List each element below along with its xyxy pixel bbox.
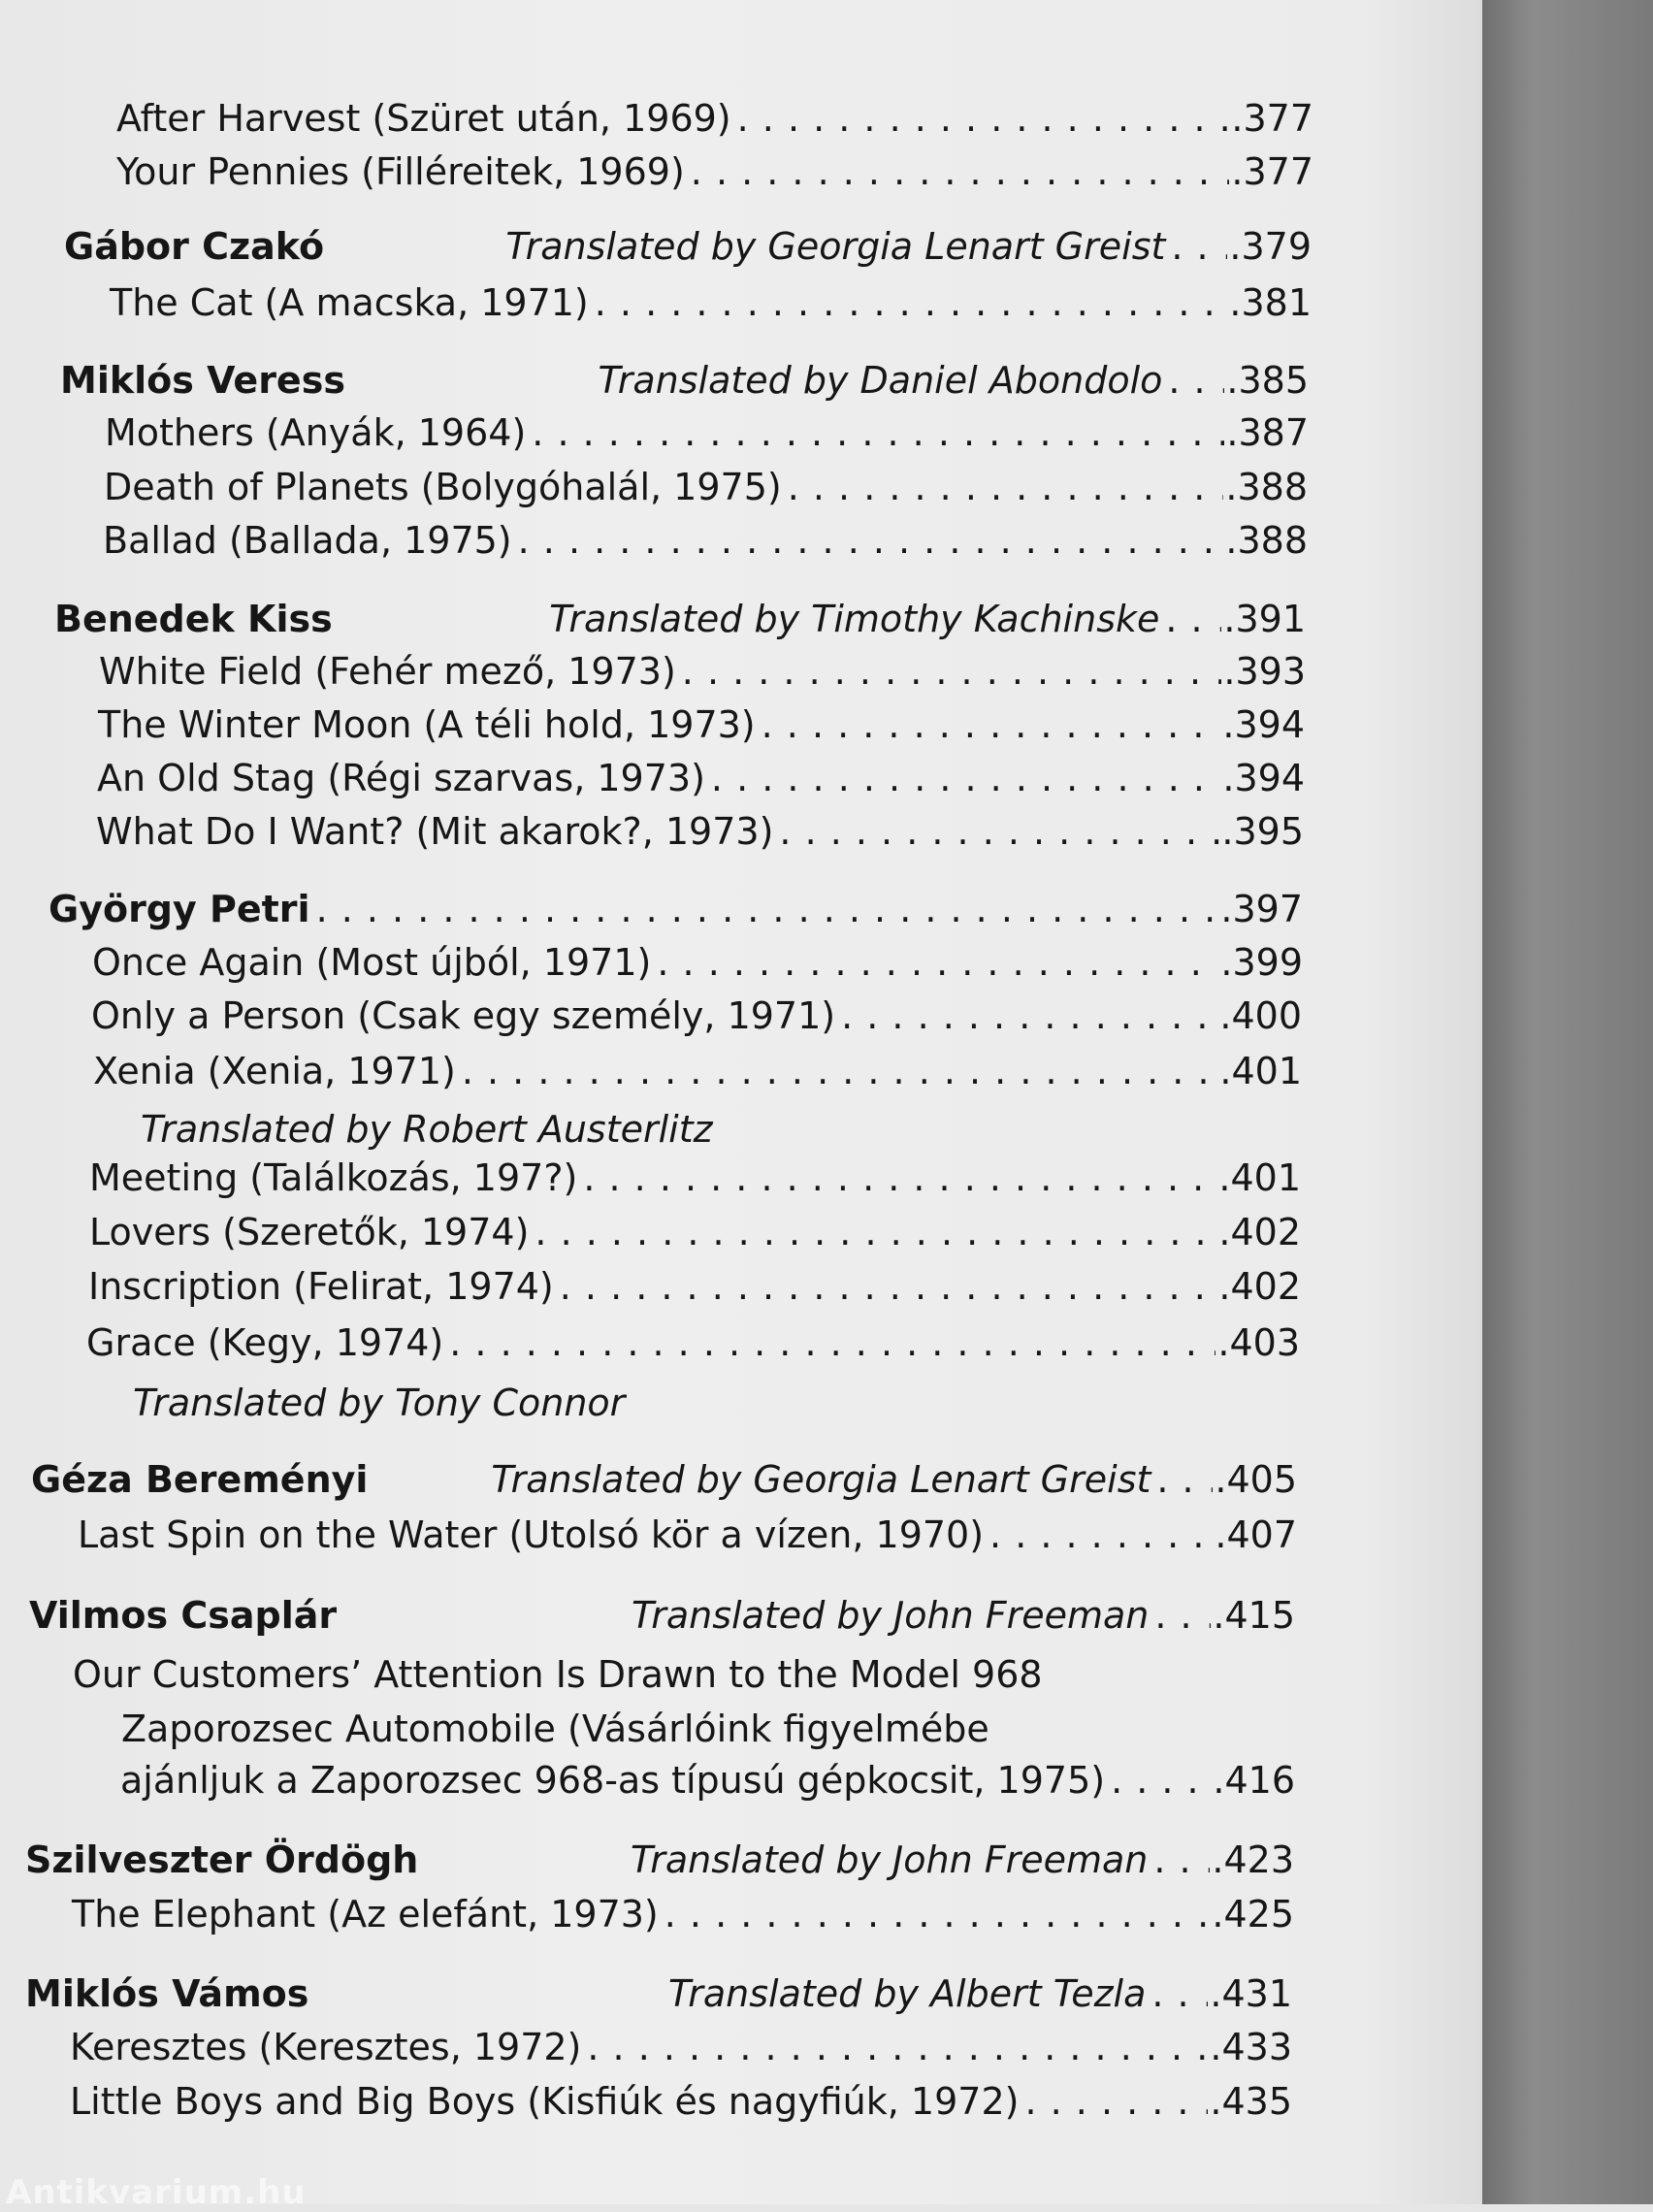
entry-title: Death of Planets (Bolygóhalál, 1975) (104, 466, 782, 508)
entry-title: Xenia (Xenia, 1971) (93, 1050, 456, 1092)
entry-title: White Field (Fehér mező, 1973) (99, 650, 676, 693)
translator-credit: Translated by Georgia Lenart Greist (505, 225, 1166, 268)
author-name: György Petri (49, 888, 310, 930)
page-number: .394 (1222, 703, 1305, 746)
page-number: .402 (1218, 1211, 1301, 1253)
author-name: Miklós Veress (60, 359, 345, 402)
leader-dots (1151, 1972, 1208, 2015)
toc-entry (92, 941, 1303, 992)
page-number: .394 (1222, 757, 1305, 799)
entry-title: Last Spin on the Water (Utolsó kör a vízen, 1970) (78, 1513, 985, 1556)
entry-title: Only a Person (Csak egy személy, 1971) (91, 994, 836, 1037)
leader-dots (682, 650, 1222, 693)
toc-entry (110, 281, 1312, 332)
entry-title: The Cat (A macska, 1971) (110, 281, 589, 324)
page-number: .407 (1215, 1513, 1297, 1556)
page-number: .403 (1217, 1321, 1300, 1364)
page-number: .401 (1218, 1156, 1301, 1199)
page-number: .423 (1212, 1838, 1294, 1881)
leader-dots (535, 1211, 1216, 1253)
page-number: .416 (1213, 1759, 1295, 1802)
author-name: Miklós Vámos (25, 1972, 309, 2015)
leader-dots (711, 757, 1220, 799)
translator-credit: Translated by Daniel Abondolo (598, 359, 1163, 402)
leader-dots (788, 466, 1224, 508)
entry-title: An Old Stag (Régi szarvas, 1973) (97, 757, 705, 799)
toc-entry (103, 519, 1308, 569)
leader-dots (664, 1893, 1211, 1936)
translator-credit: Translated by John Freeman (630, 1838, 1149, 1881)
translator-credit: Translated by Albert Tezla (667, 1972, 1147, 2015)
toc-entry (89, 1156, 1301, 1207)
entry-title: Little Boys and Big Boys (Kisfiúk és nagyfiúk, 1972) (70, 2080, 1020, 2123)
author-heading (31, 1458, 1297, 1509)
author-name: Benedek Kiss (54, 598, 333, 640)
author-name: Géza Bereményi (31, 1458, 369, 1501)
toc-entry (116, 150, 1313, 201)
author-heading (54, 598, 1306, 648)
page-number: .431 (1210, 1972, 1292, 2015)
leader-dots (1165, 598, 1221, 640)
leader-dots (1024, 2080, 1208, 2123)
page-number: .399 (1220, 941, 1303, 984)
toc-entry (98, 703, 1305, 754)
author-heading (60, 359, 1309, 409)
leader-dots (657, 941, 1218, 984)
leader-dots (583, 1156, 1216, 1199)
page-number: .391 (1223, 598, 1306, 640)
page-number: .425 (1212, 1893, 1294, 1936)
entry-title-continuation: Zaporozsec Automobile (Vásárlóink figyelmébe (121, 1708, 989, 1750)
author-heading (29, 1594, 1295, 1644)
leader-dots (691, 150, 1230, 193)
toc-entry (105, 411, 1309, 462)
page-number: .388 (1225, 519, 1308, 562)
watermark: Antikvarium.hu (6, 2173, 307, 2212)
page-number: .397 (1220, 888, 1303, 930)
leader-dots (1154, 1594, 1211, 1637)
toc-entry (120, 1759, 1295, 1809)
author-name: Vilmos Csaplár (29, 1594, 338, 1637)
translator-credit: Translated by Timothy Kachinske (549, 598, 1160, 640)
leader-dots (518, 519, 1224, 562)
toc-entry (91, 994, 1302, 1045)
leader-dots (1153, 1838, 1210, 1881)
leader-dots (595, 281, 1228, 324)
toc-entry (70, 2080, 1292, 2131)
page-number: .388 (1225, 466, 1308, 508)
entry-title: Inscription (Felirat, 1974) (88, 1265, 554, 1308)
leader-dots (737, 97, 1230, 140)
page-number: .401 (1219, 1050, 1302, 1092)
author-heading (25, 1972, 1292, 2023)
entry-title: Meeting (Találkozás, 197?) (89, 1156, 578, 1199)
translator-credit: Translated by Georgia Lenart Greist (491, 1458, 1151, 1501)
entry-title-continuation: ajánljuk a Zaporozsec 968-as típusú gépkocsit, 1975) (120, 1759, 1106, 1802)
page-number: .415 (1213, 1594, 1295, 1637)
toc-entry (89, 1211, 1301, 1261)
entry-title: The Winter Moon (A téli hold, 1973) (98, 703, 756, 746)
page-number: .377 (1231, 150, 1313, 193)
page-number: .393 (1223, 650, 1306, 693)
translator-credit: Translated by Tony Connor (133, 1382, 626, 1424)
entry-title: What Do I Want? (Mit akarok?, 1973) (96, 810, 774, 853)
toc-entry (88, 1265, 1301, 1316)
leader-dots (449, 1321, 1215, 1364)
entry-title: Grace (Kegy, 1974) (86, 1321, 444, 1364)
toc-entry (99, 650, 1306, 700)
entry-title: After Harvest (Szüret után, 1969) (116, 97, 731, 140)
page-number: .395 (1221, 810, 1304, 853)
toc-entry (116, 97, 1313, 147)
leader-dots (462, 1050, 1218, 1092)
leader-dots (1111, 1759, 1211, 1802)
author-name: Gábor Czakó (64, 225, 325, 268)
leader-dots (532, 411, 1224, 454)
toc-entry (72, 1893, 1294, 1943)
leader-dots (1168, 359, 1224, 402)
author-heading (25, 1838, 1294, 1889)
leader-dots (989, 1513, 1213, 1556)
page-number: .381 (1229, 281, 1312, 324)
toc-entry (70, 2026, 1292, 2076)
leader-dots (316, 888, 1219, 930)
leader-dots (560, 1265, 1217, 1308)
page-edge-shadow (1482, 0, 1653, 2204)
page-number: .400 (1219, 994, 1302, 1037)
entry-title: Mothers (Anyák, 1964) (105, 411, 527, 454)
leader-dots (587, 2026, 1208, 2068)
toc-entry (96, 810, 1304, 861)
page-number: .435 (1210, 2080, 1292, 2123)
entry-title: Ballad (Ballada, 1975) (103, 519, 512, 562)
entry-title: Once Again (Most újból, 1971) (92, 941, 652, 984)
toc-entry (78, 1513, 1297, 1564)
toc-entry (104, 466, 1308, 516)
entry-title: Keresztes (Keresztes, 1972) (70, 2026, 582, 2068)
toc-entry (93, 1050, 1302, 1100)
page-number: .405 (1215, 1458, 1297, 1501)
entry-title: Lovers (Szeretők, 1974) (89, 1211, 530, 1253)
page-number: .433 (1210, 2026, 1292, 2068)
page-number: .387 (1226, 411, 1309, 454)
toc-entry (97, 757, 1305, 807)
leader-dots (841, 994, 1217, 1037)
page-number: .379 (1229, 225, 1312, 268)
leader-dots (1156, 1458, 1213, 1501)
author-heading (64, 225, 1312, 276)
author-heading (49, 888, 1303, 938)
entry-title: The Elephant (Az elefánt, 1973) (72, 1893, 659, 1936)
leader-dots (779, 810, 1219, 853)
translator-credit: Translated by John Freeman (631, 1594, 1150, 1637)
page-number: .377 (1231, 97, 1313, 140)
translator-credit: Translated by Robert Austerlitz (141, 1108, 713, 1151)
leader-dots (1171, 225, 1227, 268)
author-name: Szilveszter Ördögh (25, 1838, 419, 1881)
entry-title: Our Customers’ Attention Is Drawn to the Model 968 (73, 1653, 1043, 1696)
toc-entry (86, 1321, 1300, 1372)
page-number: .402 (1218, 1265, 1301, 1308)
page-number: .385 (1226, 359, 1309, 402)
leader-dots (762, 703, 1221, 746)
entry-title: Your Pennies (Filléreitek, 1969) (116, 150, 685, 193)
